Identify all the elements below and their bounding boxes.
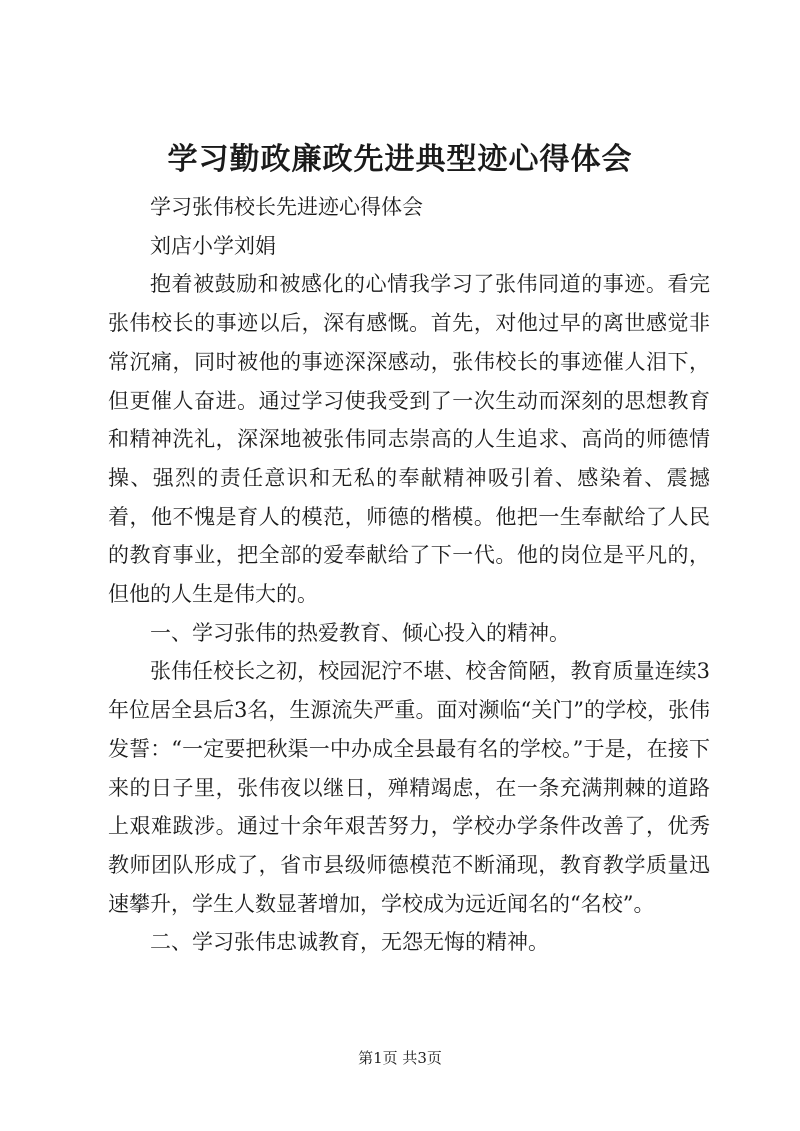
body-paragraph: 抱着被鼓励和被感化的心情我学习了张伟同道的事迹。看完张伟校长的事迹以后，深有感慨。首先，对他过早的离世感觉非常沉痛，同时被他的事迹深深感动，张伟校长的事迹催人泪下，但更催人奋进。通过学习使我受到了一次生动而深刻的思想教育和精神洗礼，深深地被张伟同志崇高的人生追求、高尚的师德情操、强烈的责任意识和无私的奉献精神吸引着、感染着、震撼着，他不愧是育人的模范，师德的楷模。他把一生奉献给了人民的教育事业，把全部的爱奉献给了下一代。他的岗位是平凡的，但他的人生是伟大的。	[108, 272, 710, 607]
section-heading: 一、学习张伟的热爱教育、倾心投入的精神。	[150, 620, 570, 645]
subtitle-line: 学习张伟校长先进迹心得体会	[150, 195, 423, 219]
document-title: 学习勤政廉政先进典型迹心得体会	[167, 142, 633, 177]
page-number-footer: 第1页 共3页	[358, 1049, 442, 1067]
body-paragraph: 张伟任校长之初，校园泥泞不堪、校舍简陋，教育质量连续3年位居全县后3名，生源流失严重。面对濒临“关门”的学校，张伟发誓：“一定要把秋渠一中办成全县最有名的学校。”于是，在接下来的日子里，张伟夜以继日，殚精竭虑，在一条充满荆棘的道路上艰难跋涉。通过十余年艰苦努力，学校办学条件改善了，优秀教师团队形成了，省市县级师德模范不断涌现，教育教学质量迅速攀升，学生人数显著增加，学校成为远近闻名的“名校”。	[108, 659, 710, 916]
section-heading: 二、学习张伟忠诚教育，无怨无悔的精神。	[150, 930, 549, 955]
author-line: 刘店小学刘娟	[150, 233, 276, 258]
document-body	[108, 188, 710, 962]
